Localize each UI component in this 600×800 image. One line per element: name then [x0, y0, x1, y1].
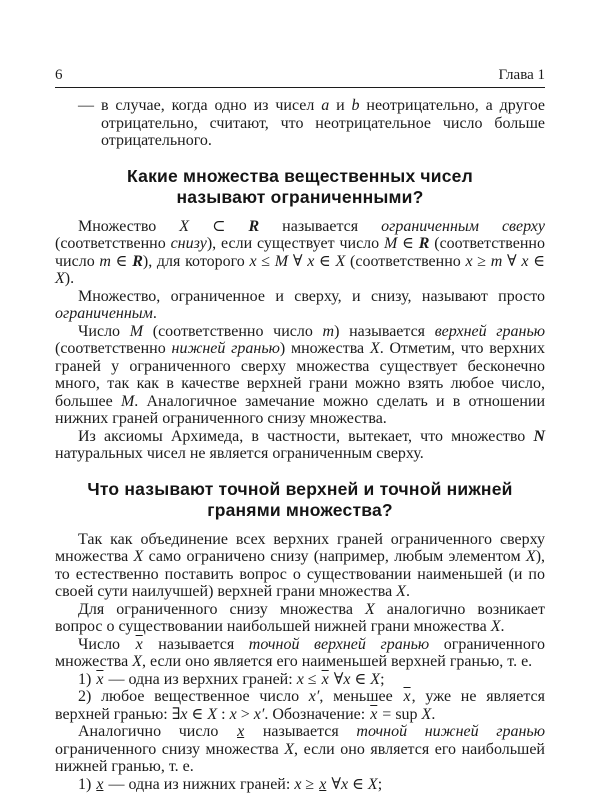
styled-text: X: [132, 653, 142, 670]
paragraph: 1) x — одна из нижних граней: x ≥ x ∀x ∈ X;: [78, 775, 383, 793]
styled-text: $\overline{x}$: [135, 635, 143, 653]
styled-text: x′: [253, 705, 265, 723]
paragraph: 2) любое вещественное число x′, меньшее $\overline{x}$, уже не является верхней гранью: ∃x ∈ X : x > x′. Обозначение: $\overline{x}$ = sup X.: [55, 688, 545, 723]
paragraph: Множество X ⊂ R называется ограниченным сверху (соответственно снизу), если существует число M ∈ R (соответственно число m ∈ R), для которого x ≤ M ∀ x ∈ X (соответственно x ≥ m ∀ x ∈ X).: [55, 217, 546, 287]
page-number: 6: [55, 67, 63, 83]
styled-text: X: [370, 670, 381, 688]
styled-text: M: [129, 322, 144, 340]
styled-text: точной нижней гранью: [356, 723, 545, 740]
styled-text: m: [99, 252, 111, 270]
styled-text: $\overline{x}$: [96, 670, 104, 688]
styled-text: X: [284, 740, 295, 758]
header-rule: [55, 87, 545, 88]
styled-text: R: [418, 235, 430, 252]
styled-text: x: [237, 723, 245, 740]
section-heading: Какие множества вещественных чисел называют ограниченными?: [127, 165, 473, 207]
styled-text: b: [351, 97, 360, 114]
styled-text: $\overline{x}$: [370, 705, 378, 723]
chapter-label: Глава 1: [498, 67, 545, 83]
page-header: [55, 66, 545, 84]
styled-text: X: [207, 705, 218, 723]
styled-text: X: [55, 270, 65, 287]
styled-text: x: [294, 775, 302, 793]
styled-text: M: [383, 235, 398, 252]
styled-text: x: [340, 775, 349, 793]
styled-text: X: [367, 775, 378, 793]
styled-text: $\overline{x}$: [321, 670, 329, 688]
styled-text: N: [533, 427, 545, 445]
styled-text: x: [96, 775, 104, 793]
styled-text: x: [521, 252, 529, 270]
styled-text: x: [296, 670, 304, 688]
styled-text: x′: [308, 688, 320, 705]
styled-text: x: [249, 252, 257, 270]
paragraph: Число M (соответственно число m) называется верхней гранью (соответственно нижней гранью) множества X. Отметим, что верхних граней у ограниченного сверху множества существует бесконечно много, так как в качестве верхней грани можно взять любое число, большее M. Аналогичное замечание можно сделать и в отношении нижних граней ограниченного снизу множества.: [55, 322, 546, 427]
styled-text: X: [396, 583, 406, 600]
styled-text: ограниченным сверху: [381, 217, 545, 235]
styled-text: X: [179, 217, 190, 235]
styled-text: x: [319, 775, 327, 793]
styled-text: верхней гранью: [434, 322, 546, 340]
styled-text: m: [490, 252, 503, 270]
styled-text: x: [465, 252, 473, 270]
paragraph: Для ограниченного снизу множества X аналогично возникает вопрос о существовании наибольшей нижней грани множества X.: [55, 600, 545, 635]
styled-text: X: [525, 548, 536, 565]
styled-text: снизу: [170, 235, 207, 252]
paragraph: Из аксиомы Архимеда, в частности, вытекает, что множество N натуральных чисел не является ограниченным сверху.: [55, 427, 545, 462]
section-heading: Что называют точной верхней и точной нижней гранями множества?: [87, 478, 513, 520]
styled-text: X: [421, 705, 432, 723]
styled-text: x: [307, 252, 315, 270]
styled-text: a: [321, 97, 330, 114]
dash-marker: —: [78, 97, 94, 114]
styled-text: X: [364, 600, 375, 618]
styled-text: X: [490, 618, 501, 635]
paragraph: Число $\overline{x}$ называется точной верхней гранью ограниченного множества X, если оно является его наименьшей верхней гранью, т. е.: [55, 635, 545, 670]
page-body: [55, 97, 545, 793]
styled-text: M: [274, 252, 289, 270]
paragraph: Множество, ограниченное и сверху, и снизу, называют просто ограниченным.: [55, 287, 545, 322]
styled-text: x: [180, 705, 188, 723]
styled-text: X: [369, 340, 380, 357]
list-item: — в случае, когда одно из чисел a и b неотрицательно, а другое отрицательно, считают, что неотрицательное число больше отрицательного.: [78, 97, 546, 149]
styled-text: X: [133, 548, 144, 565]
styled-text: x: [229, 705, 237, 723]
paragraph: 1) $\overline{x}$ — одна из верхних граней: $x \le \overline{x}$ ∀x ∈ X;: [78, 670, 385, 688]
styled-text: M: [120, 392, 135, 410]
paragraph: Аналогично число x называется точной нижней гранью ограниченного снизу множества X, если оно является его наибольшей нижней гранью, т. е.: [55, 723, 545, 775]
styled-text: x: [343, 670, 351, 688]
styled-text: R: [132, 252, 143, 270]
styled-text: точной верхней гранью: [248, 635, 430, 653]
styled-text: нижней гранью: [171, 340, 280, 357]
styled-text: X: [335, 252, 346, 270]
styled-text: ограниченным: [55, 305, 153, 322]
styled-text: $\overline{x}$: [403, 688, 411, 705]
styled-text: m: [322, 322, 335, 340]
paragraph: Так как объединение всех верхних граней ограниченного сверху множества X само ограничено снизу (например, любым элементом X), то естественно поставить вопрос о существовании наименьшей (и по своей сути наилучшей) верхней грани множества X.: [55, 530, 546, 600]
styled-text: R: [248, 217, 260, 235]
